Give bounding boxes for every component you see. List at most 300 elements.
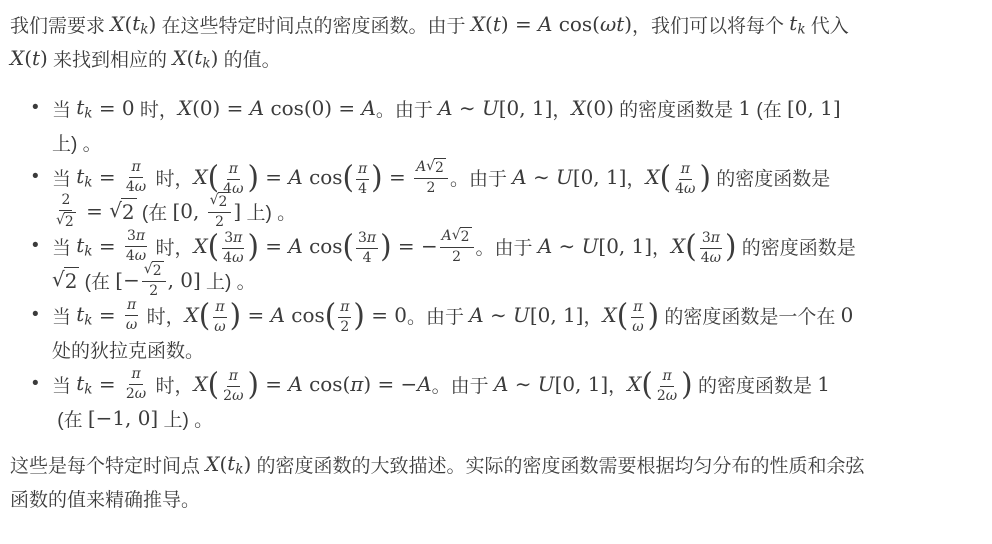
- math-var: A: [438, 96, 453, 120]
- text-run: ，: [583, 306, 603, 328]
- paren-content: [653, 364, 681, 403]
- radical-icon: √: [52, 267, 65, 291]
- math-var: π: [366, 230, 377, 247]
- paren-content: [336, 295, 353, 334]
- open-paren: (: [342, 228, 354, 264]
- math-var: X: [177, 96, 193, 120]
- big-parens: [208, 226, 259, 265]
- math-run: 2: [435, 160, 444, 177]
- math-var: A: [538, 12, 553, 36]
- denominator: [124, 316, 139, 333]
- numerator: [679, 161, 692, 179]
- math-run: (: [124, 12, 133, 36]
- numerator: [208, 192, 232, 212]
- math-run: [0, 1]: [787, 96, 841, 120]
- numerator: [222, 230, 244, 248]
- math-var: X: [205, 452, 220, 476]
- intro-paragraph: [10, 7, 982, 75]
- math-run: 4: [675, 180, 685, 197]
- text-run: 当: [52, 375, 77, 397]
- fraction: [221, 230, 245, 265]
- math-subscripted: tk: [194, 44, 211, 72]
- math-var: π: [680, 161, 690, 178]
- math-run: cos: [284, 303, 325, 327]
- open-paren: (: [207, 228, 220, 264]
- math-run: = −: [391, 234, 438, 258]
- denominator: [338, 318, 351, 335]
- math-run: ): [624, 12, 633, 36]
- math-run: 4: [223, 180, 233, 197]
- numerator: [125, 228, 147, 246]
- bullet-icon: •: [32, 373, 39, 394]
- math-run: cos: [302, 234, 343, 258]
- math-var: U: [556, 165, 573, 189]
- numerator: [700, 230, 722, 248]
- text-run: 的值。: [218, 49, 281, 71]
- math-run: 2: [452, 248, 462, 265]
- math-var: A: [361, 96, 376, 120]
- math-var: ω: [214, 318, 226, 335]
- text-line: [52, 227, 982, 266]
- math-subscripted: tk: [76, 301, 93, 329]
- denominator: [212, 318, 227, 335]
- math-run: cos(: [552, 12, 600, 36]
- text-run: 时，: [150, 375, 194, 397]
- bullet-icon: •: [32, 235, 39, 256]
- big-parens: [208, 157, 259, 196]
- math-run: 2: [460, 229, 470, 246]
- open-paren: (: [641, 366, 653, 402]
- paren-content: [628, 295, 647, 334]
- math-var: ωt: [599, 12, 625, 36]
- fraction: [208, 192, 232, 229]
- paren-content: [219, 364, 247, 403]
- text-run: ，: [552, 99, 572, 121]
- text-line: [52, 401, 982, 435]
- math-var: π: [127, 297, 137, 314]
- math-run: 2: [64, 213, 74, 230]
- numerator: [227, 161, 240, 179]
- math-run: ) = −: [363, 372, 418, 396]
- math-subscripted: tk: [76, 370, 93, 398]
- text-run: 当: [52, 306, 77, 328]
- math-subscripted: tk: [789, 10, 806, 38]
- fraction: [142, 261, 166, 298]
- math-run: ): [40, 46, 48, 70]
- denominator: [673, 180, 697, 197]
- radical-icon: √: [451, 227, 461, 244]
- math-run: =: [92, 372, 122, 396]
- math-var: X: [10, 46, 25, 70]
- math-var: X: [172, 46, 187, 70]
- numerator: [142, 261, 166, 281]
- math-run: 4: [125, 247, 135, 264]
- math-run: 2: [61, 192, 71, 209]
- denominator: [699, 249, 723, 266]
- math-run: ): [210, 46, 219, 70]
- math-var: ω: [684, 180, 696, 197]
- math-run: 2: [426, 179, 436, 196]
- bullet-list: [10, 91, 982, 435]
- big-parens: [325, 295, 365, 334]
- math-run: ∼: [526, 165, 557, 189]
- math-run: cos(: [302, 372, 351, 396]
- subscript: k: [140, 21, 149, 38]
- square-root: [426, 158, 446, 176]
- subscript: k: [84, 174, 93, 191]
- numerator: [129, 366, 142, 384]
- denominator: [450, 248, 463, 265]
- numerator: [356, 161, 369, 179]
- denominator: [361, 249, 374, 266]
- math-run: (: [485, 12, 493, 36]
- math-run: 4: [700, 249, 710, 266]
- close-paren: ): [247, 366, 259, 402]
- math-var: A: [537, 234, 553, 258]
- math-var: U: [481, 96, 499, 120]
- math-run: = 0: [364, 303, 407, 327]
- math-var: A: [441, 228, 452, 245]
- math-var: π: [358, 161, 368, 178]
- list-item: [32, 91, 982, 159]
- denominator: [221, 387, 245, 404]
- subscript: k: [235, 461, 244, 478]
- math-run: 2: [218, 194, 228, 211]
- math-var: A: [249, 96, 265, 120]
- math-run: [0, 1]: [529, 303, 584, 327]
- text-run: 的密度函数是: [736, 237, 856, 259]
- denominator: [54, 211, 78, 230]
- radical-icon: √: [209, 192, 219, 209]
- math-run: 2: [64, 269, 78, 293]
- subscript: k: [84, 312, 93, 329]
- text-run: 时，: [134, 99, 178, 121]
- math-run: =: [258, 234, 289, 258]
- numerator: [59, 192, 72, 210]
- open-paren: (: [207, 159, 220, 195]
- square-root: [109, 198, 136, 224]
- square-root: [210, 192, 230, 210]
- radicand: [64, 267, 80, 293]
- fraction: [124, 159, 148, 194]
- math-run: =: [382, 165, 413, 189]
- math-run: 2: [223, 387, 233, 404]
- math-run: (: [186, 46, 195, 70]
- math-run: 3: [224, 230, 234, 247]
- list-item-content: [52, 367, 982, 435]
- numerator: [213, 299, 226, 317]
- numerator: [440, 227, 474, 247]
- text-line: [52, 297, 982, 335]
- fraction: [440, 227, 474, 264]
- numerator: [125, 297, 138, 315]
- math-run: 2: [215, 213, 224, 230]
- numerator: [631, 299, 644, 317]
- radicand: [460, 227, 472, 245]
- math-run: 2: [149, 282, 159, 299]
- close-paren: ): [699, 159, 711, 195]
- text-line: [52, 125, 982, 159]
- math-var: π: [215, 299, 225, 316]
- math-run: ): [148, 12, 157, 36]
- math-run: 4: [125, 178, 135, 195]
- text-run: 当: [52, 99, 77, 121]
- math-run: [0, 1]: [572, 165, 627, 189]
- text-run: 的密度函数的大致描述。实际的密度函数需要根据均匀分布的性质和余弦: [251, 455, 865, 477]
- text-line: [10, 7, 982, 41]
- math-var: π: [710, 230, 720, 247]
- text-line: [52, 158, 982, 197]
- math-subscripted: tk: [76, 232, 93, 260]
- fraction: [212, 299, 227, 334]
- big-parens: [343, 157, 383, 196]
- math-var: ω: [134, 247, 147, 264]
- math-run: 4: [362, 249, 372, 266]
- math-run: 2: [152, 263, 162, 280]
- open-paren: (: [207, 366, 220, 402]
- subscript: k: [797, 21, 806, 38]
- close-paren: ): [681, 366, 693, 402]
- math-var: A: [288, 234, 303, 258]
- text-run: 时，: [150, 237, 194, 259]
- denominator: [124, 385, 148, 402]
- math-run: 2: [125, 385, 135, 402]
- fraction: [221, 161, 245, 196]
- math-var: A: [493, 372, 509, 396]
- math-var: A: [512, 165, 527, 189]
- math-run: ∼: [508, 372, 538, 396]
- math-run: =: [92, 303, 122, 327]
- list-item-content: [52, 91, 982, 159]
- math-run: ]: [233, 199, 242, 223]
- big-parens: [685, 226, 736, 265]
- open-paren: (: [198, 297, 211, 333]
- math-var: X: [193, 234, 208, 258]
- big-parens: [343, 226, 392, 265]
- denominator: [221, 249, 245, 266]
- denominator: [124, 178, 148, 195]
- math-run: 3: [127, 228, 136, 245]
- radicand: [152, 261, 164, 279]
- math-subscripted: tk: [76, 94, 93, 122]
- text-run: 当: [52, 168, 77, 190]
- fraction: [124, 228, 148, 263]
- fraction: [338, 299, 351, 334]
- math-var: π: [131, 159, 141, 176]
- fraction: [356, 161, 369, 196]
- math-run: ∼: [452, 96, 482, 120]
- math-run: (: [24, 46, 32, 70]
- math-var: ω: [134, 385, 147, 402]
- math-var: A: [270, 303, 285, 327]
- denominator: [147, 282, 160, 299]
- square-root: [452, 227, 472, 245]
- close-paren: ): [247, 228, 259, 264]
- big-parens: [199, 295, 241, 334]
- text-run: 的密度函数是: [692, 375, 818, 397]
- text-run: 这些是每个特定时间点: [10, 455, 206, 477]
- list-item-content: [52, 229, 982, 297]
- text-run: ，: [626, 168, 646, 190]
- denominator: [655, 387, 679, 404]
- text-run: ，我们可以将每个: [632, 15, 790, 37]
- list-item: [32, 229, 982, 297]
- text-line: [52, 263, 982, 297]
- numerator: [414, 158, 448, 178]
- close-paren: ): [229, 297, 242, 333]
- fraction: [630, 299, 645, 334]
- math-run: =: [258, 165, 289, 189]
- radicand: [218, 192, 230, 210]
- math-var: A: [416, 159, 427, 176]
- paren-content: [219, 157, 247, 196]
- radical-icon: √: [56, 211, 65, 228]
- text-line: [52, 91, 982, 125]
- math-run: [0, 1]: [554, 372, 609, 396]
- list-item: [32, 160, 982, 228]
- open-paren: (: [342, 159, 354, 195]
- open-paren: (: [685, 228, 697, 264]
- paren-content: [671, 157, 699, 196]
- numerator: [338, 299, 351, 317]
- math-var: U: [537, 372, 555, 396]
- paren-content: [354, 226, 380, 265]
- math-var: π: [228, 368, 238, 385]
- math-run: ): [243, 452, 252, 476]
- text-run: (在: [52, 409, 88, 431]
- text-line: [52, 366, 982, 404]
- close-paren: ): [371, 159, 383, 195]
- math-run: =: [92, 234, 122, 258]
- math-var: A: [288, 372, 303, 396]
- text-run: (在: [79, 271, 116, 293]
- math-var: X: [470, 12, 486, 36]
- math-run: =: [258, 372, 289, 396]
- math-var: X: [571, 96, 586, 120]
- math-run: 0: [840, 303, 854, 327]
- math-subscripted: tk: [132, 10, 149, 38]
- list-item-content: [52, 160, 982, 228]
- math-var: ω: [232, 249, 244, 266]
- radical-icon: √: [143, 261, 153, 278]
- math-run: (0) =: [192, 96, 250, 120]
- open-paren: (: [616, 297, 629, 333]
- math-var: ω: [665, 387, 678, 404]
- subscript: k: [84, 381, 93, 398]
- text-run: (在: [751, 99, 787, 121]
- subscript: k: [202, 55, 211, 72]
- text-line: [10, 41, 982, 75]
- math-var: U: [513, 303, 530, 327]
- text-run: 当: [52, 237, 77, 259]
- math-run: =: [241, 303, 271, 327]
- text-run: 时，: [141, 306, 185, 328]
- paren-content: [210, 295, 229, 334]
- math-var: ω: [125, 316, 138, 333]
- math-var: A: [469, 303, 484, 327]
- math-var: X: [645, 165, 660, 189]
- math-run: cos(0) =: [264, 96, 362, 120]
- math-var: ω: [709, 249, 722, 266]
- text-run: 。由于: [375, 99, 439, 121]
- math-var: ω: [232, 387, 244, 404]
- bullet-icon: •: [32, 304, 39, 325]
- bullet-icon: •: [32, 166, 39, 187]
- text-line: [10, 447, 982, 481]
- text-run: 上) 。: [200, 271, 256, 293]
- text-run: ，: [608, 375, 628, 397]
- math-run: 1: [738, 96, 752, 120]
- math-var: ω: [632, 318, 644, 335]
- math-var: t: [492, 12, 501, 36]
- open-paren: (: [659, 159, 672, 195]
- text-line: [52, 332, 982, 366]
- math-run: [0,: [172, 199, 206, 223]
- radicand: [64, 212, 76, 230]
- text-run: 的密度函数是: [710, 168, 831, 190]
- math-var: ω: [232, 180, 244, 197]
- math-var: X: [602, 303, 617, 327]
- close-paren: ): [353, 297, 365, 333]
- text-line: [10, 481, 982, 515]
- fraction: [655, 368, 679, 403]
- radical-icon: √: [426, 158, 436, 175]
- radicand: [121, 198, 137, 224]
- denominator: [356, 180, 369, 197]
- math-var: A: [417, 372, 432, 396]
- text-run: 。由于: [431, 375, 494, 397]
- denominator: [425, 179, 438, 196]
- fraction: [356, 230, 378, 265]
- text-run: (在: [136, 202, 173, 224]
- math-var: t: [31, 46, 40, 70]
- radical-icon: √: [109, 198, 122, 222]
- fraction: [673, 161, 697, 196]
- outro-paragraph: [10, 447, 982, 515]
- math-var: π: [350, 372, 364, 396]
- math-run: 4: [358, 180, 368, 197]
- radicand: [434, 158, 446, 176]
- math-var: U: [581, 234, 599, 258]
- math-var: X: [110, 12, 125, 36]
- text-run: 上) 。: [52, 133, 102, 155]
- math-run: 3: [358, 230, 367, 247]
- math-var: X: [627, 372, 642, 396]
- subscript: k: [84, 105, 93, 122]
- text-run: ，: [652, 237, 672, 259]
- text-run: 函数的值来精确推导。: [10, 489, 201, 511]
- math-var: π: [340, 299, 350, 316]
- math-subscripted: tk: [227, 450, 244, 478]
- math-run: [−1, 0]: [87, 406, 159, 430]
- fraction: [124, 366, 148, 401]
- text-run: 我们需要求: [10, 15, 111, 37]
- math-run: 3: [701, 230, 711, 247]
- math-run: , 0]: [167, 268, 201, 292]
- big-parens: [641, 364, 692, 403]
- math-run: 4: [223, 249, 233, 266]
- text-run: 。由于: [475, 237, 538, 259]
- text-run: 来找到相应的: [47, 49, 173, 71]
- math-var: A: [288, 165, 303, 189]
- text-line: [52, 194, 982, 228]
- bullet-icon: •: [32, 97, 39, 118]
- math-var: X: [184, 303, 199, 327]
- math-run: (0): [585, 96, 614, 120]
- text-run: 。由于: [449, 168, 513, 190]
- math-run: =: [79, 199, 110, 223]
- math-var: π: [135, 228, 146, 245]
